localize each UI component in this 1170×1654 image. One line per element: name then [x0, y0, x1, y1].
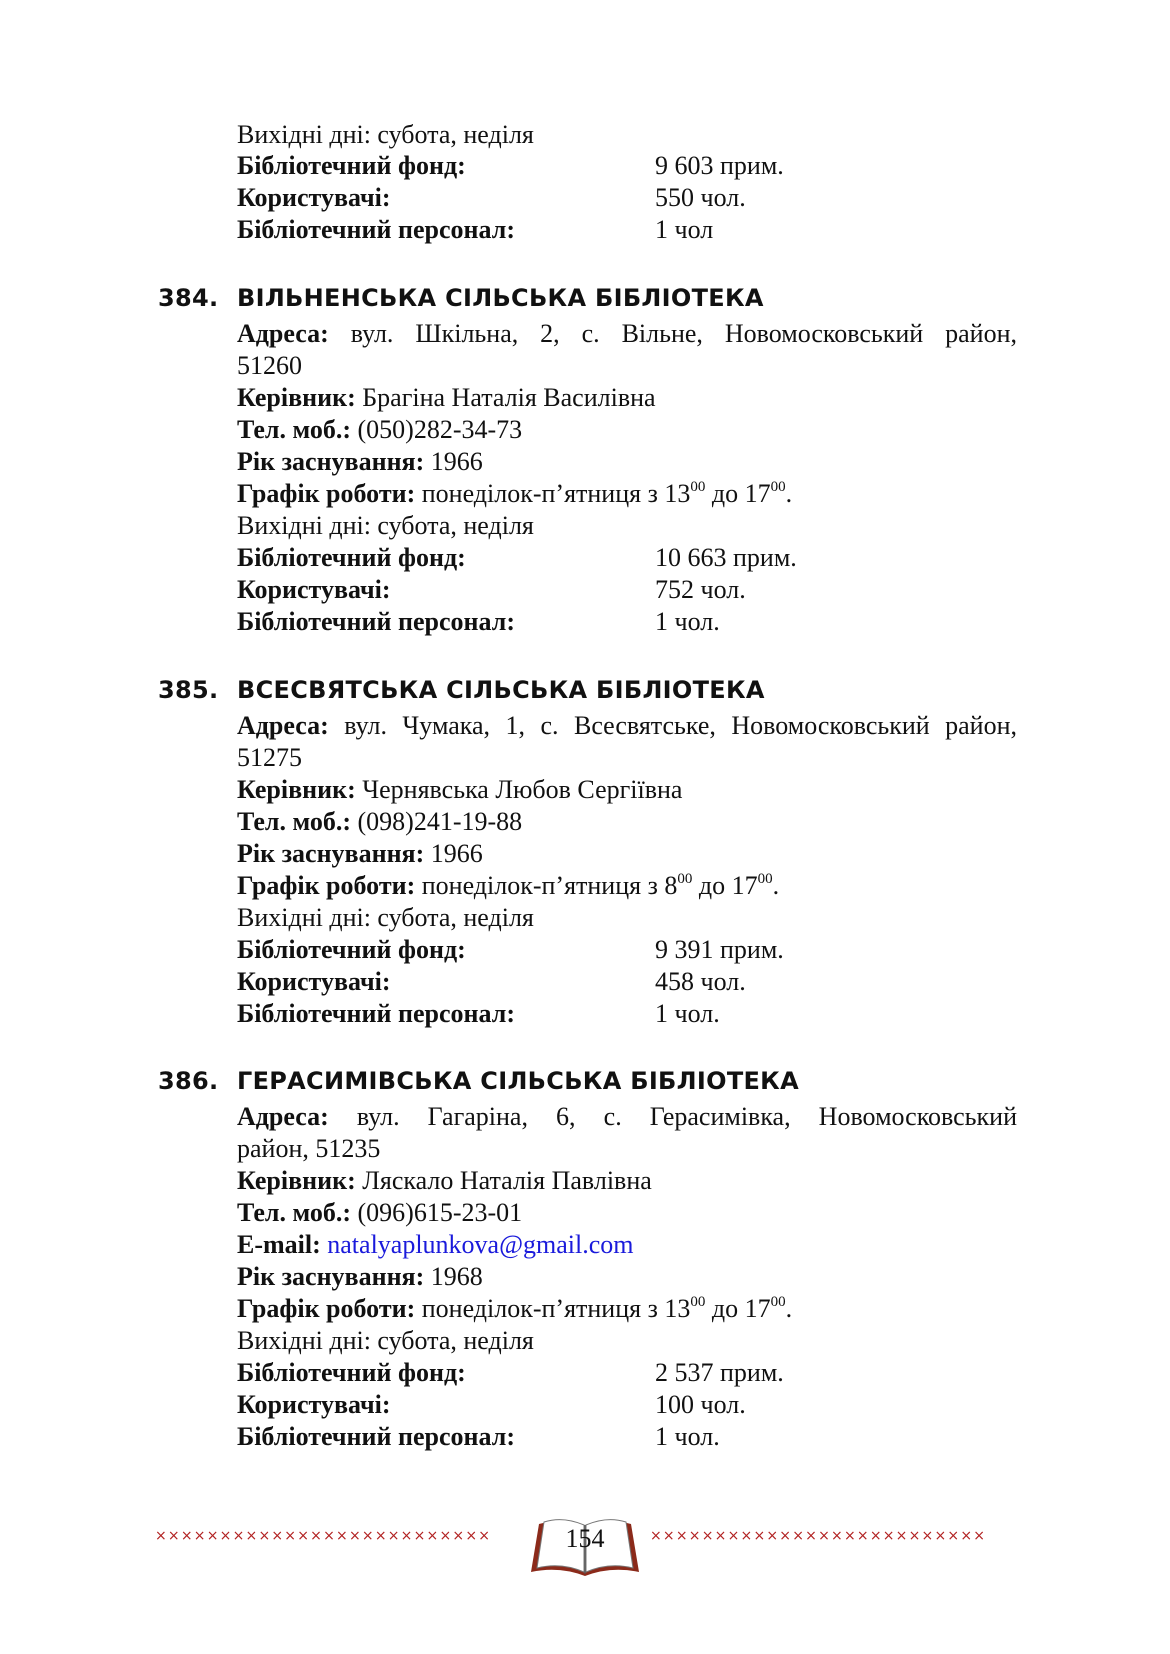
founded-label: Рік заснування: [237, 1262, 425, 1291]
entry-heading [158, 282, 764, 314]
users-label: Користувачі: [237, 1390, 391, 1419]
founded-line [237, 446, 483, 478]
founded-value: 1966 [430, 447, 483, 476]
address-line [237, 710, 1017, 742]
entry-title: ВІЛЬНЕНСЬКА СІЛЬСЬКА БІБЛІОТЕКА [237, 284, 764, 312]
entry-title: ГЕРАСИМІВСЬКА СІЛЬСЬКА БІБЛІОТЕКА [237, 1067, 799, 1095]
schedule-label: Графік роботи: [237, 1294, 416, 1323]
founded-label: Рік заснування: [237, 839, 425, 868]
address-value: вул. Чумака, 1, с. Всесвятське, Новомосковський район, [344, 711, 1018, 740]
entry-heading [158, 674, 765, 706]
schedule-line [237, 478, 792, 510]
email-line [237, 1229, 634, 1261]
address-label: Адреса: [237, 1102, 329, 1131]
users-label: Користувачі: [237, 183, 391, 212]
footer-stars-left: ×××××××××××××××××××××××××× [155, 1528, 492, 1544]
staff-label: Бібліотечний персонал: [237, 1422, 515, 1451]
phone-label: Тел. моб.: [237, 1198, 352, 1227]
days-off-text: Вихідні дні: субота, неділя [237, 1326, 534, 1355]
fund-label: Бібліотечний фонд: [237, 1358, 466, 1387]
days-off-text: Вихідні дні: субота, неділя [237, 903, 534, 932]
staff-value: 1 чол. [655, 1422, 720, 1451]
entry-number: 386. [158, 1067, 219, 1095]
founded-label: Рік заснування: [237, 447, 425, 476]
head-value: Брагіна Наталія Василівна [362, 383, 656, 412]
schedule-sup: 00 [770, 479, 786, 495]
phone-line [237, 806, 522, 838]
address-continuation: район, 51235 [237, 1134, 381, 1163]
schedule-mid: до 17 [705, 1294, 771, 1323]
address-value: вул. Гагаріна, 6, с. Герасимівка, Новомосковський [356, 1102, 1017, 1131]
fund-value: 9 603 прим. [655, 151, 784, 180]
schedule-end: . [785, 1294, 793, 1323]
address-value: вул. Шкільна, 2, с. Вільне, Новомосковський район, [350, 319, 1017, 348]
fund-label: Бібліотечний фонд: [237, 151, 466, 180]
users-value: 752 чол. [655, 575, 746, 604]
footer-stars-right: ×××××××××××××××××××××××××× [650, 1528, 987, 1544]
head-line [237, 382, 656, 414]
entry-number: 384. [158, 284, 219, 312]
schedule-label: Графік роботи: [237, 871, 416, 900]
fund-value: 9 391 прим. [655, 935, 784, 964]
head-line [237, 1165, 652, 1197]
founded-value: 1966 [430, 839, 483, 868]
fund-label: Бібліотечний фонд: [237, 543, 466, 572]
staff-value: 1 чол. [655, 999, 720, 1028]
phone-value: (098)241-19-88 [357, 807, 523, 836]
schedule-mid: до 17 [692, 871, 758, 900]
fund-value: 10 663 прим. [655, 543, 797, 572]
users-label: Користувачі: [237, 967, 391, 996]
phone-label: Тел. моб.: [237, 415, 352, 444]
schedule-sup: 00 [690, 1294, 706, 1310]
staff-value: 1 чол [655, 215, 714, 244]
entry-number: 385. [158, 676, 219, 704]
head-label: Керівник: [237, 775, 356, 804]
page-number: 154 [565, 1524, 605, 1553]
email-link[interactable]: natalyaplunkova@gmail.com [327, 1230, 634, 1259]
staff-label: Бібліотечний персонал: [237, 607, 515, 636]
staff-label: Бібліотечний персонал: [237, 215, 515, 244]
fund-label: Бібліотечний фонд: [237, 935, 466, 964]
founded-value: 1968 [430, 1262, 483, 1291]
schedule-sup: 00 [770, 1294, 786, 1310]
schedule-label: Графік роботи: [237, 479, 416, 508]
head-value: Ляскало Наталія Павлівна [362, 1166, 652, 1195]
phone-label: Тел. моб.: [237, 807, 352, 836]
schedule-end: . [785, 479, 793, 508]
days-off-text: Вихідні дні: субота, неділя [237, 120, 534, 149]
entry-heading [158, 1065, 799, 1097]
email-label: E-mail: [237, 1230, 321, 1259]
users-value: 100 чол. [655, 1390, 746, 1419]
schedule-sup: 00 [677, 871, 693, 887]
schedule-mid: до 17 [705, 479, 771, 508]
schedule-line [237, 1293, 792, 1325]
founded-line [237, 1261, 483, 1293]
address-continuation: 51275 [237, 743, 302, 772]
users-value: 550 чол. [655, 183, 746, 212]
users-value: 458 чол. [655, 967, 746, 996]
schedule-text: понеділок-п’ятниця з 8 [421, 871, 678, 900]
head-value: Чернявська Любов Сергіївна [362, 775, 683, 804]
fund-value: 2 537 прим. [655, 1358, 784, 1387]
schedule-sup: 00 [757, 871, 773, 887]
founded-line [237, 838, 483, 870]
address-label: Адреса: [237, 319, 329, 348]
head-label: Керівник: [237, 383, 356, 412]
schedule-text: понеділок-п’ятниця з 13 [421, 1294, 691, 1323]
head-line [237, 774, 682, 806]
phone-value: (096)615-23-01 [357, 1198, 523, 1227]
staff-value: 1 чол. [655, 607, 720, 636]
days-off-text: Вихідні дні: субота, неділя [237, 511, 534, 540]
schedule-end: . [772, 871, 780, 900]
users-label: Користувачі: [237, 575, 391, 604]
schedule-sup: 00 [690, 479, 706, 495]
address-line [237, 318, 1017, 350]
staff-label: Бібліотечний персонал: [237, 999, 515, 1028]
entry-title: ВСЕСВЯТСЬКА СІЛЬСЬКА БІБЛІОТЕКА [237, 676, 765, 704]
schedule-line [237, 870, 779, 902]
address-continuation: 51260 [237, 351, 302, 380]
phone-value: (050)282-34-73 [357, 415, 523, 444]
phone-line [237, 414, 522, 446]
address-label: Адреса: [237, 711, 329, 740]
schedule-text: понеділок-п’ятниця з 13 [421, 479, 691, 508]
phone-line [237, 1197, 522, 1229]
address-line [237, 1101, 1017, 1133]
head-label: Керівник: [237, 1166, 356, 1195]
